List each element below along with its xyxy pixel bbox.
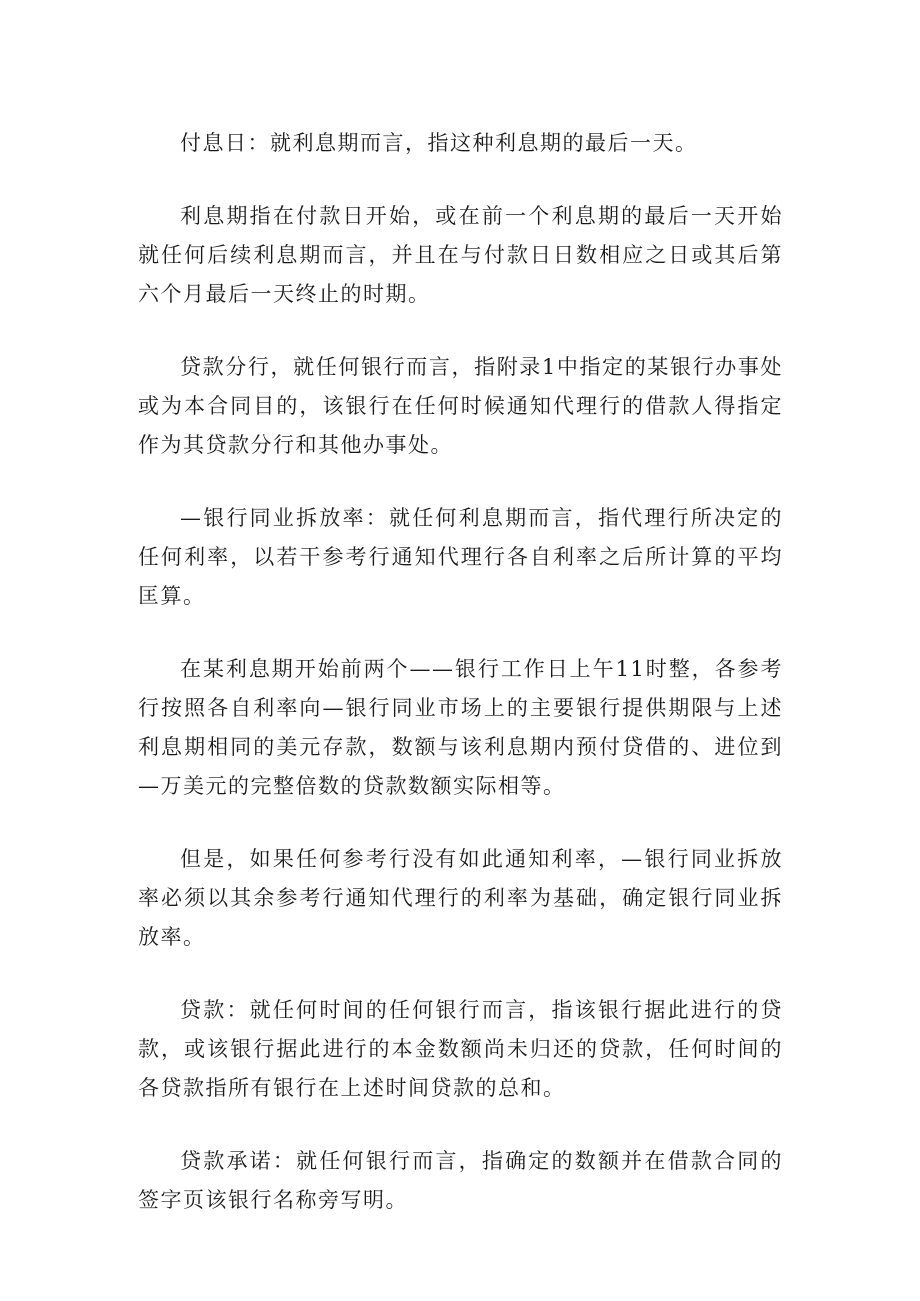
paragraph-rate-fallback: 但是，如果任何参考行没有如此通知利率，—银行同业拆放率必须以其余参考行通知代理行的利率为基础，确定银行同业拆放率。 bbox=[138, 847, 783, 949]
paragraph-loan: 贷款：就任何时间的任何银行而言，指该银行据此进行的贷款，或该银行据此进行的本金数额尚未归还的贷款，任何时间的各贷款指所有银行在上述时间贷款的总和。 bbox=[138, 998, 783, 1100]
document-body bbox=[138, 124, 783, 1254]
paragraph-payment-date: 付息日：就利息期而言，指这种利息期的最后一天。 bbox=[180, 131, 698, 155]
paragraph-interbank-rate: —银行同业拆放率：就任何利息期而言，指代理行所决定的任何利率，以若干参考行通知代理行各自利率之后所计算的平均匡算。 bbox=[138, 506, 783, 608]
paragraph-interest-period: 利息期指在付款日开始，或在前一个利息期的最后一天开始就任何后续利息期而言，并且在与付款日日数相应之日或其后第六个月最后一天终止的时期。 bbox=[138, 204, 783, 306]
paragraph-lending-office: 贷款分行，就任何银行而言，指附录1中指定的某银行办事处或为本合同目的，该银行在任何时候通知代理行的借款人得指定作为其贷款分行和其他办事处。 bbox=[138, 355, 783, 457]
paragraph-rate-quotation: 在某利息期开始前两个——银行工作日上午11时整，各参考行按照各自利率向—银行同业市场上的主要银行提供期限与上述利息期相同的美元存款，数额与该利息期内预付贷借的、进位到—万美元的完整倍数的贷款数额实际相等。 bbox=[138, 657, 783, 798]
paragraph-loan-commitment: 贷款承诺：就任何银行而言，指确定的数额并在借款合同的签字页该银行名称旁写明。 bbox=[138, 1149, 783, 1212]
